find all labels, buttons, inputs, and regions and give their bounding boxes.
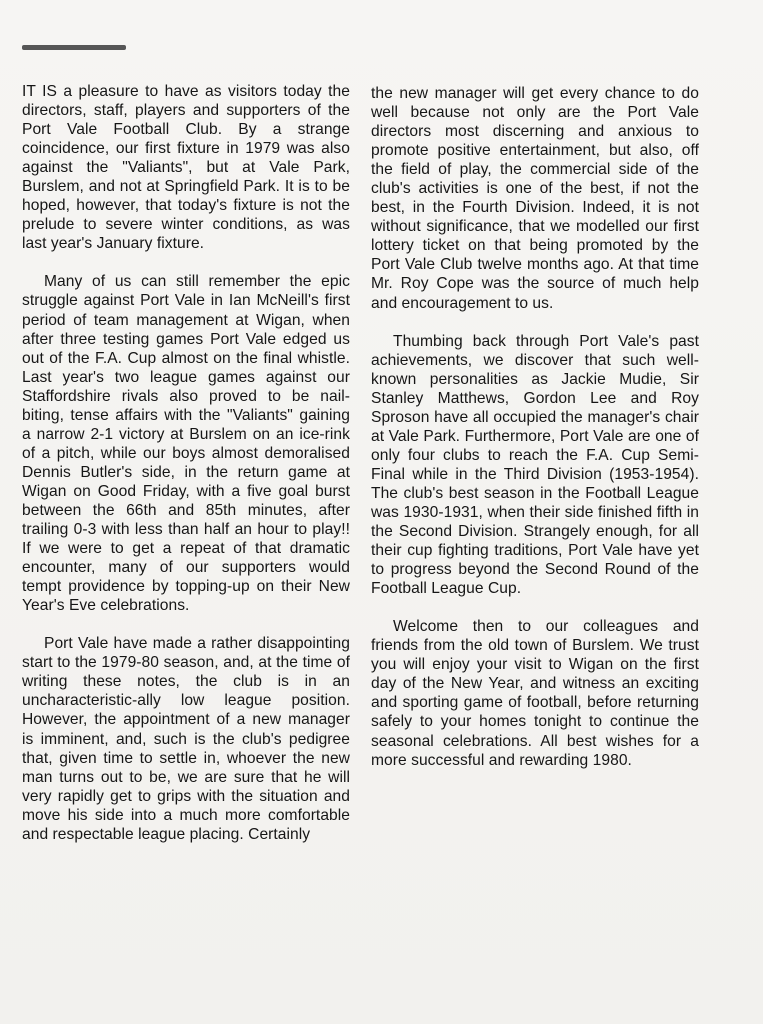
right-column (371, 84, 699, 789)
paragraph-achievements: Thumbing back through Port Vale's past achievements, we discover that such well-known personalities as Jackie Mudie, Sir Stanley Matthews, Gordon Lee and Roy Sproson have all occupied the manager's chair at Vale Park. Furthermore, Port Vale are one of only four clubs to reach the F.A. Cup Semi-Final while in the Third Division (1953-1954). The club's best season in the Football League was 1930-1931, when their side finished fifth in the Second Division. Strangely enough, for all their cup fighting traditions, Port Vale have yet to progress beyond the Second Round of the Football League Cup. (371, 332, 699, 598)
left-column (22, 82, 350, 863)
paragraph-manager: the new manager will get every chance to do well because not only are the Port Vale directors most discerning and anxious to promote positive entertainment, but also, off the field of play, the commercial side of the club's activities is one of the best, if not the best, in the Fourth Division. Indeed, it is not without significance, that we modelled our first lottery ticket on that being promoted by the Port Vale Club twelve months ago. At that time Mr. Roy Cope was the source of much help and encouragement to us. (371, 85, 699, 312)
paragraph-welcome: Welcome then to our colleagues and friends from the old town of Burslem. We trust you will enjoy your visit to Wigan on the first day of the New Year, and witness an exciting and sporting game of football, before returning safely to your homes tonight to continue the seasonal celebrations. All best wishes for a more successful and rewarding 1980. (371, 618, 699, 769)
paragraph-season: Port Vale have made a rather disappointing start to the 1979-80 season, and, at the time of writing these notes, the club is in an uncharacteristic-ally low league position. However, the appointment of a new manager is imminent, and, such is the club's pedigree that, given time to settle in, whoever the new man turns out to be, we are sure that he will very rapidly get to grips with the situation and move his side into a much more comfortable and respectable league placing. Certainly (22, 635, 350, 843)
header-rule (22, 45, 126, 50)
paragraph-intro: IT IS a pleasure to have as visitors today the directors, staff, players and supporters of the Port Vale Football Club. By a strange coincidence, our first fixture in 1979 was also against the "Valiants", but at Vale Park, Burslem, and not at Springfield Park. It is to be hoped, however, that today's fixture is not the prelude to severe winter conditions, as was last year's January fixture. (22, 83, 350, 253)
paragraph-history: Many of us can still remember the epic struggle against Port Vale in Ian McNeill's first period of team management at Wigan, when after three testing games Port Vale edged us out of the F.A. Cup almost on the final whistle. Last year's two league games against our Staffordshire rivals also proved to be nail-biting, tense affairs with the "Valiants" gaining a narrow 2-1 victory at Burslem on an ice-rink of a pitch, while our boys almost demoralised Dennis Butler's side, in the return game at Wigan on Good Friday, with a five goal burst between the 66th and 85th minutes, after trailing 0-3 with less than half an hour to play!! If we were to get a repeat of that dramatic encounter, many of our supporters would tempt providence by topping-up on their New Year's Eve celebrations. (22, 273, 350, 615)
